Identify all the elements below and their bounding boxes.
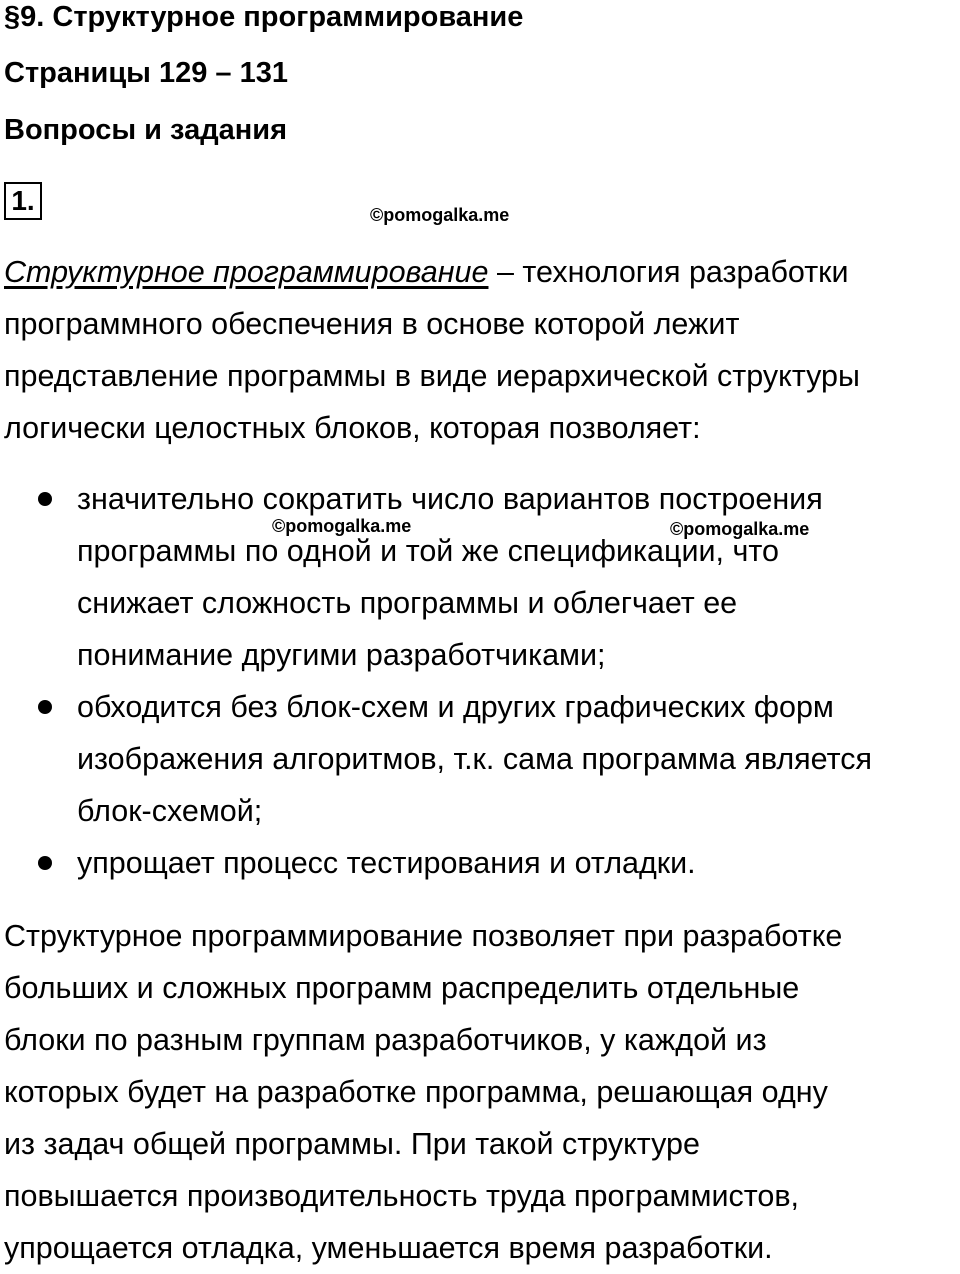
definition-line-rest: – технология разработки	[488, 255, 849, 289]
bullet-icon	[38, 492, 52, 506]
summary-line: Структурное программирование позволяет при разработке	[4, 919, 843, 953]
list-item-line: программы по одной и той же спецификации, что	[77, 534, 779, 568]
summary-line: упрощается отладка, уменьшается время разработки.	[4, 1231, 773, 1265]
list-item	[0, 681, 960, 837]
bullet-icon	[38, 700, 52, 714]
summary-paragraph	[4, 910, 960, 1274]
list-item-line: обходится без блок-схем и других графических форм	[77, 690, 834, 724]
defined-term: Структурное программирование	[4, 255, 489, 289]
subsection-title: Вопросы и задания	[4, 114, 288, 146]
definition-line: логически целостных блоков, которая позволяет:	[4, 411, 701, 445]
bullet-icon	[38, 856, 52, 870]
section-title: §9. Структурное программирование	[4, 1, 524, 33]
summary-line: которых будет на разработке программа, решающая одну	[4, 1075, 828, 1109]
list-item	[0, 473, 960, 681]
task-number-box: 1.	[4, 182, 42, 220]
summary-line: повышается производительность труда программистов,	[4, 1179, 799, 1213]
definition-line: программного обеспечения в основе которой лежит	[4, 307, 740, 341]
definition-paragraph	[4, 246, 960, 454]
page-range: Страницы 129 – 131	[4, 57, 288, 89]
summary-line: из задач общей программы. При такой структуре	[4, 1127, 700, 1161]
summary-line: блоки по разным группам разработчиков, у каждой из	[4, 1023, 767, 1057]
watermark: ©pomogalka.me	[670, 519, 810, 539]
list-item-line: снижает сложность программы и облегчает ее	[77, 586, 738, 620]
bullet-list	[0, 473, 960, 889]
list-item-line: блок-схемой;	[77, 794, 263, 828]
list-item-line: изображения алгоритмов, т.к. сама программа является	[77, 742, 873, 776]
summary-line: больших и сложных программ распределить отдельные	[4, 971, 800, 1005]
definition-line	[4, 246, 960, 298]
list-item-line: понимание другими разработчиками;	[77, 638, 606, 672]
definition-line: представление программы в виде иерархической структуры	[4, 359, 860, 393]
watermark: ©pomogalka.me	[272, 516, 412, 536]
list-item	[0, 837, 960, 889]
list-item-line: упрощает процесс тестирования и отладки.	[77, 846, 696, 880]
watermark: ©pomogalka.me	[370, 205, 510, 225]
list-item-line: значительно сократить число вариантов построения	[77, 482, 823, 516]
